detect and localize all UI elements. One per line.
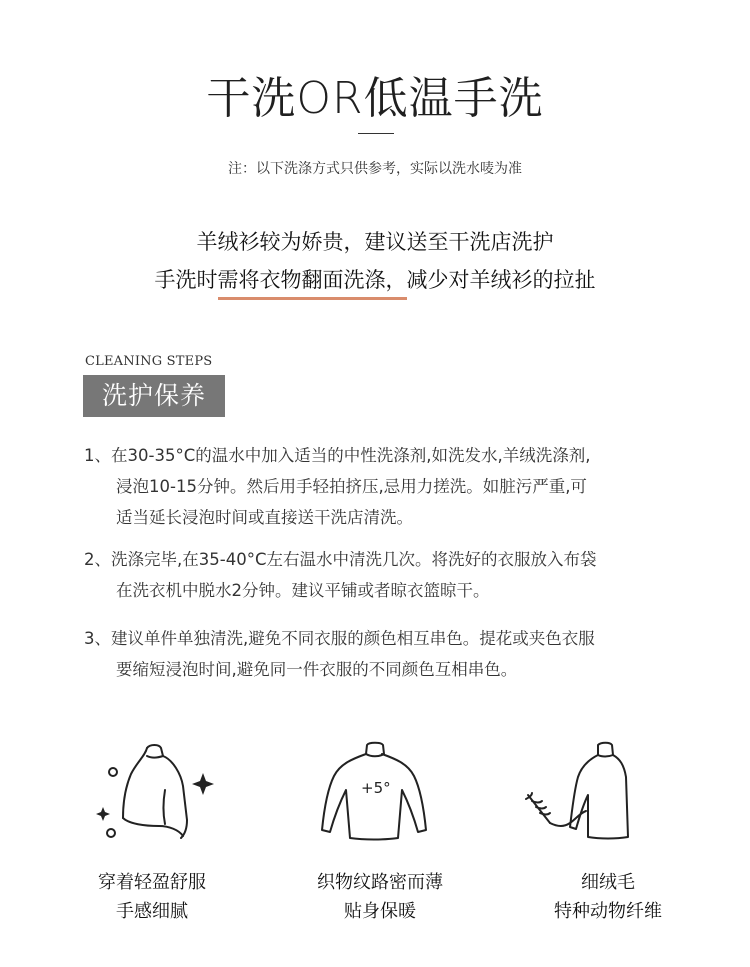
feature-1-caption (52, 868, 252, 926)
feature-3-line-2: 特种动物纤维 (554, 901, 662, 922)
step-3-line-2: 要缩短浸泡时间,避免同一件衣服的不同颜色互相串色。 (116, 660, 518, 679)
step-2-line-1: 2、洗涤完毕,在35-40°C左右温水中清洗几次。将洗好的衣服放入布袋 (84, 550, 597, 569)
feature-1-line-1: 穿着轻盈舒服 (98, 872, 206, 893)
feature-3-caption (508, 868, 708, 926)
lead-line-2-prefix: 手洗时 (154, 268, 218, 292)
care-note: 注：以下洗涤方式只供参考，实际以洗水唛为准 (228, 161, 522, 177)
lead-line-1: 羊绒衫较为娇贵，建议送至干洗店洗护 (196, 230, 554, 254)
step-2 (84, 544, 684, 606)
step-1-line-3: 适当延长浸泡时间或直接送干洗店清洗。 (116, 508, 413, 527)
temperature-label: +5° (361, 779, 391, 797)
step-3-line-1: 3、建议单件单独清洗,避免不同衣服的颜色相互串色。提花或夹色衣服 (84, 629, 595, 648)
fine-fiber-sweater-icon (518, 735, 638, 845)
step-2-line-2: 在洗衣机中脱水2分钟。建议平铺或者晾衣篮晾干。 (116, 581, 490, 600)
step-3 (84, 623, 684, 685)
step-1-line-1: 1、在30-35°C的温水中加入适当的中性洗涤剂,如洗发水,羊绒洗涤剂, (84, 446, 591, 465)
feature-2-line-2: 贴身保暖 (344, 901, 416, 922)
title-divider (358, 133, 394, 134)
feature-1-line-2: 手感细腻 (116, 901, 188, 922)
feature-3-line-1: 细绒毛 (581, 872, 635, 893)
thin-sweater-icon (315, 735, 435, 845)
step-1 (84, 440, 684, 533)
light-sweater-icon (95, 735, 215, 845)
feature-2-line-1: 织物纹路密而薄 (317, 872, 443, 893)
feature-2-caption (280, 868, 480, 926)
step-1-line-2: 浸泡10-15分钟。然后用手轻拍挤压,忌用力搓洗。如脏污严重,可 (116, 477, 587, 496)
section-title-badge: 洗护保养 (83, 375, 225, 417)
page-title: 干洗OR低温手洗 (206, 73, 544, 124)
lead-line-2 (0, 264, 750, 294)
lead-line-2-suffix: 减少对羊绒衫的拉扯 (406, 268, 596, 292)
section-subtitle: CLEANING STEPS (85, 354, 213, 369)
lead-line-2-highlight: 需将衣物翻面洗涤， (218, 268, 407, 300)
